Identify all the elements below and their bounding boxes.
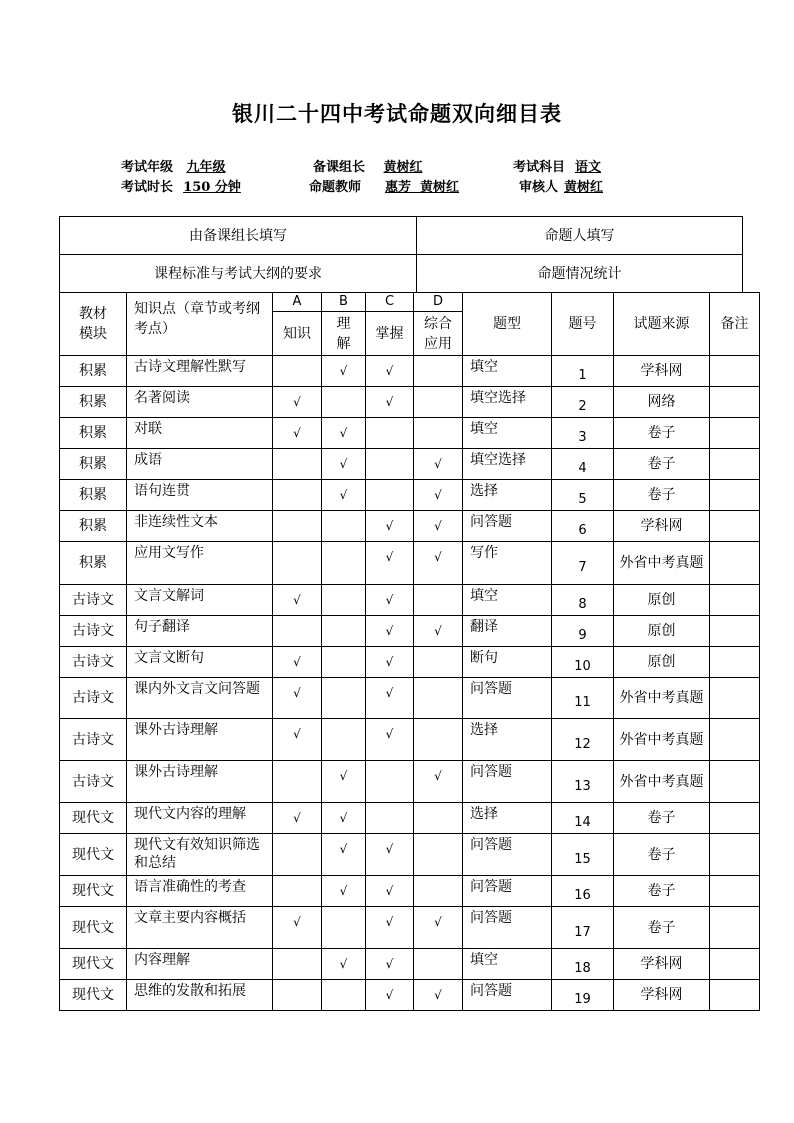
- row-check-d: [414, 876, 463, 907]
- row-number: 10: [552, 647, 614, 678]
- row-check-c: √: [366, 834, 414, 876]
- header-right-1: 命题人填写: [417, 217, 743, 255]
- row-source: 卷子: [614, 418, 710, 449]
- row-check-b: √: [322, 761, 366, 803]
- subject-value: 语文: [575, 160, 602, 175]
- table-row: [60, 647, 760, 678]
- row-number: 8: [552, 585, 614, 616]
- reviewer-value: 黄树红: [564, 180, 604, 195]
- row-point: 应用文写作: [127, 542, 273, 585]
- row-source: 网络: [614, 387, 710, 418]
- col-d-sub: 综合应用: [414, 312, 463, 356]
- reviewer-label: 审核人: [519, 180, 559, 195]
- row-type: 问答题: [463, 678, 552, 719]
- row-point: 文言文解词: [127, 585, 273, 616]
- row-check-d: √: [414, 980, 463, 1011]
- row-check-b: √: [322, 803, 366, 834]
- table-row: [60, 719, 760, 761]
- teacher-value: 惠芳 黄树红: [384, 180, 460, 195]
- row-point: 对联: [127, 418, 273, 449]
- table-row: [60, 356, 760, 387]
- teacher-field: [309, 176, 483, 195]
- row-point: 句子翻译: [127, 616, 273, 647]
- row-check-b: √: [322, 876, 366, 907]
- row-module: 古诗文: [60, 647, 127, 678]
- row-check-a: [273, 761, 322, 803]
- subject-label: 考试科目: [513, 160, 566, 175]
- row-check-b: [322, 542, 366, 585]
- row-module: 古诗文: [60, 719, 127, 761]
- header-table: [59, 216, 743, 293]
- col-no-header: 题号: [552, 293, 614, 356]
- row-type: 填空: [463, 356, 552, 387]
- row-check-d: [414, 356, 463, 387]
- row-check-a: √: [273, 719, 322, 761]
- header-right-2: 命题情况统计: [417, 255, 743, 293]
- row-point: 内容理解: [127, 949, 273, 980]
- col-d-header: D: [414, 293, 463, 312]
- header-left-1: 由备课组长填写: [60, 217, 417, 255]
- row-check-c: √: [366, 907, 414, 949]
- row-check-d: √: [414, 907, 463, 949]
- row-source: 卷子: [614, 803, 710, 834]
- table-row: [60, 803, 760, 834]
- row-type: 断句: [463, 647, 552, 678]
- row-check-b: √: [322, 356, 366, 387]
- row-module: 积累: [60, 449, 127, 480]
- row-note: [710, 616, 760, 647]
- row-type: 问答题: [463, 761, 552, 803]
- row-check-a: √: [273, 418, 322, 449]
- table-row: [60, 585, 760, 616]
- row-point: 非连续性文本: [127, 511, 273, 542]
- row-point: 思维的发散和拓展: [127, 980, 273, 1011]
- row-check-b: [322, 907, 366, 949]
- teacher-label: 命题教师: [309, 180, 362, 195]
- row-type: 问答题: [463, 876, 552, 907]
- row-check-a: [273, 542, 322, 585]
- row-check-d: [414, 803, 463, 834]
- row-source: 学科网: [614, 356, 710, 387]
- row-number: 19: [552, 980, 614, 1011]
- row-check-c: √: [366, 876, 414, 907]
- row-source: 原创: [614, 585, 710, 616]
- row-number: 16: [552, 876, 614, 907]
- row-check-d: [414, 834, 463, 876]
- row-type: 问答题: [463, 980, 552, 1011]
- row-check-b: [322, 678, 366, 719]
- row-point: 语句连贯: [127, 480, 273, 511]
- row-module: 古诗文: [60, 678, 127, 719]
- row-note: [710, 834, 760, 876]
- row-point: 成语: [127, 449, 273, 480]
- row-check-a: √: [273, 647, 322, 678]
- subject-field: [513, 156, 670, 175]
- row-check-b: √: [322, 449, 366, 480]
- table-row: [60, 834, 760, 876]
- row-check-b: [322, 511, 366, 542]
- row-check-a: √: [273, 585, 322, 616]
- col-b-header: B: [322, 293, 366, 312]
- row-number: 4: [552, 449, 614, 480]
- row-number: 2: [552, 387, 614, 418]
- row-type: 问答题: [463, 834, 552, 876]
- row-number: 5: [552, 480, 614, 511]
- row-point: 古诗文理解性默写: [127, 356, 273, 387]
- table-row: [60, 949, 760, 980]
- table-row: [60, 511, 760, 542]
- row-type: 问答题: [463, 907, 552, 949]
- row-check-a: [273, 480, 322, 511]
- row-check-d: √: [414, 616, 463, 647]
- row-check-a: [273, 356, 322, 387]
- row-note: [710, 542, 760, 585]
- row-note: [710, 719, 760, 761]
- row-note: [710, 803, 760, 834]
- row-source: 学科网: [614, 511, 710, 542]
- row-note: [710, 387, 760, 418]
- row-module: 积累: [60, 356, 127, 387]
- col-type-header: 题型: [463, 293, 552, 356]
- row-check-d: √: [414, 542, 463, 585]
- row-check-c: √: [366, 719, 414, 761]
- row-module: 现代文: [60, 949, 127, 980]
- reviewer-field: [519, 176, 656, 195]
- row-point: 名著阅读: [127, 387, 273, 418]
- detail-table: [59, 292, 760, 1011]
- table-row: [60, 678, 760, 719]
- row-check-a: [273, 511, 322, 542]
- row-source: 外省中考真题: [614, 542, 710, 585]
- row-point: 课外古诗理解: [127, 719, 273, 761]
- row-point: 语言准确性的考查: [127, 876, 273, 907]
- row-type: 填空: [463, 585, 552, 616]
- row-check-d: [414, 387, 463, 418]
- leader-label: 备课组长: [313, 160, 366, 175]
- row-module: 古诗文: [60, 616, 127, 647]
- row-check-c: √: [366, 356, 414, 387]
- row-source: 外省中考真题: [614, 761, 710, 803]
- row-module: 现代文: [60, 834, 127, 876]
- col-point-header: 知识点（章节或考纲考点）: [127, 293, 273, 356]
- row-check-b: [322, 616, 366, 647]
- page-title: 银川二十四中考试命题双向细目表: [232, 101, 562, 126]
- row-check-c: √: [366, 585, 414, 616]
- row-note: [710, 511, 760, 542]
- row-module: 现代文: [60, 876, 127, 907]
- header-left-2: 课程标准与考试大纲的要求: [60, 255, 417, 293]
- row-number: 15: [552, 834, 614, 876]
- info-row-2: [121, 176, 251, 195]
- row-source: 学科网: [614, 980, 710, 1011]
- row-check-a: [273, 449, 322, 480]
- row-source: 卷子: [614, 907, 710, 949]
- row-source: 原创: [614, 616, 710, 647]
- row-number: 7: [552, 542, 614, 585]
- table-row: [60, 980, 760, 1011]
- row-number: 18: [552, 949, 614, 980]
- row-check-b: √: [322, 418, 366, 449]
- row-check-d: √: [414, 761, 463, 803]
- row-check-b: [322, 387, 366, 418]
- row-check-a: [273, 616, 322, 647]
- leader-value: 黄树红: [383, 160, 423, 175]
- row-check-d: [414, 949, 463, 980]
- row-note: [710, 980, 760, 1011]
- row-check-a: √: [273, 678, 322, 719]
- duration-value: 150 分钟: [183, 180, 241, 195]
- row-type: 翻译: [463, 616, 552, 647]
- row-module: 古诗文: [60, 585, 127, 616]
- row-check-c: √: [366, 647, 414, 678]
- row-check-c: √: [366, 980, 414, 1011]
- row-source: 卷子: [614, 876, 710, 907]
- row-check-c: √: [366, 678, 414, 719]
- row-check-c: √: [366, 616, 414, 647]
- row-check-b: √: [322, 949, 366, 980]
- row-check-c: [366, 480, 414, 511]
- row-check-b: [322, 980, 366, 1011]
- row-check-a: [273, 834, 322, 876]
- table-row: [60, 876, 760, 907]
- row-note: [710, 418, 760, 449]
- row-note: [710, 949, 760, 980]
- row-source: 卷子: [614, 480, 710, 511]
- row-type: 问答题: [463, 511, 552, 542]
- row-check-b: √: [322, 834, 366, 876]
- row-check-a: √: [273, 907, 322, 949]
- row-check-b: √: [322, 480, 366, 511]
- row-point: 现代文内容的理解: [127, 803, 273, 834]
- row-number: 17: [552, 907, 614, 949]
- row-module: 古诗文: [60, 761, 127, 803]
- row-note: [710, 356, 760, 387]
- row-number: 12: [552, 719, 614, 761]
- col-source-header: 试题来源: [614, 293, 710, 356]
- row-source: 学科网: [614, 949, 710, 980]
- row-module: 积累: [60, 511, 127, 542]
- grade-label: 考试年级: [121, 160, 174, 175]
- row-module: 积累: [60, 387, 127, 418]
- row-type: 选择: [463, 803, 552, 834]
- row-number: 6: [552, 511, 614, 542]
- row-number: 9: [552, 616, 614, 647]
- row-type: 写作: [463, 542, 552, 585]
- leader-field: [313, 156, 441, 175]
- row-check-c: √: [366, 387, 414, 418]
- duration-label: 考试时长: [121, 180, 174, 195]
- row-point: 文章主要内容概括: [127, 907, 273, 949]
- row-module: 积累: [60, 480, 127, 511]
- row-module: 现代文: [60, 803, 127, 834]
- row-type: 填空选择: [463, 449, 552, 480]
- table-row: [60, 907, 760, 949]
- row-check-b: [322, 719, 366, 761]
- row-check-d: [414, 678, 463, 719]
- col-a-sub: 知识: [273, 312, 322, 356]
- row-check-c: [366, 449, 414, 480]
- row-check-d: [414, 647, 463, 678]
- row-check-d: [414, 585, 463, 616]
- row-note: [710, 907, 760, 949]
- row-type: 填空选择: [463, 387, 552, 418]
- row-check-c: √: [366, 511, 414, 542]
- row-check-a: [273, 949, 322, 980]
- row-source: 卷子: [614, 449, 710, 480]
- row-point: 现代文有效知识筛选和总结: [127, 834, 273, 876]
- row-note: [710, 480, 760, 511]
- row-check-a: √: [273, 803, 322, 834]
- row-module: 积累: [60, 418, 127, 449]
- col-note-header: 备注: [710, 293, 760, 356]
- row-source: 原创: [614, 647, 710, 678]
- row-source: 外省中考真题: [614, 719, 710, 761]
- table-row: [60, 480, 760, 511]
- row-note: [710, 449, 760, 480]
- row-check-c: √: [366, 542, 414, 585]
- row-check-b: [322, 585, 366, 616]
- row-check-c: [366, 761, 414, 803]
- row-source: 外省中考真题: [614, 678, 710, 719]
- col-a-header: A: [273, 293, 322, 312]
- row-check-d: √: [414, 449, 463, 480]
- row-note: [710, 761, 760, 803]
- row-module: 现代文: [60, 907, 127, 949]
- row-check-a: √: [273, 387, 322, 418]
- table-row: [60, 449, 760, 480]
- row-check-d: √: [414, 511, 463, 542]
- col-c-sub: 掌握: [366, 312, 414, 356]
- table-row: [60, 387, 760, 418]
- row-number: 3: [552, 418, 614, 449]
- row-point: 文言文断句: [127, 647, 273, 678]
- row-check-d: [414, 418, 463, 449]
- row-number: 13: [552, 761, 614, 803]
- row-source: 卷子: [614, 834, 710, 876]
- row-type: 选择: [463, 719, 552, 761]
- table-row: [60, 761, 760, 803]
- info-row-1: [121, 156, 239, 175]
- row-check-d: [414, 719, 463, 761]
- row-number: 1: [552, 356, 614, 387]
- row-check-c: √: [366, 949, 414, 980]
- col-b-sub: 理解: [322, 312, 366, 356]
- row-check-c: [366, 418, 414, 449]
- row-module: 现代文: [60, 980, 127, 1011]
- col-c-header: C: [366, 293, 414, 312]
- row-type: 填空: [463, 418, 552, 449]
- table-row: [60, 542, 760, 585]
- row-note: [710, 647, 760, 678]
- row-check-c: [366, 803, 414, 834]
- row-check-d: √: [414, 480, 463, 511]
- row-note: [710, 876, 760, 907]
- grade-value: 九年级: [186, 160, 226, 175]
- row-note: [710, 678, 760, 719]
- row-point: 课内外文言文问答题: [127, 678, 273, 719]
- col-module-header: 教材模块: [60, 293, 127, 356]
- row-number: 14: [552, 803, 614, 834]
- table-row: [60, 616, 760, 647]
- row-check-a: [273, 980, 322, 1011]
- row-module: 积累: [60, 542, 127, 585]
- row-point: 课外古诗理解: [127, 761, 273, 803]
- row-note: [710, 585, 760, 616]
- row-check-a: [273, 876, 322, 907]
- row-check-b: [322, 647, 366, 678]
- row-type: 填空: [463, 949, 552, 980]
- table-row: [60, 418, 760, 449]
- row-type: 选择: [463, 480, 552, 511]
- row-number: 11: [552, 678, 614, 719]
